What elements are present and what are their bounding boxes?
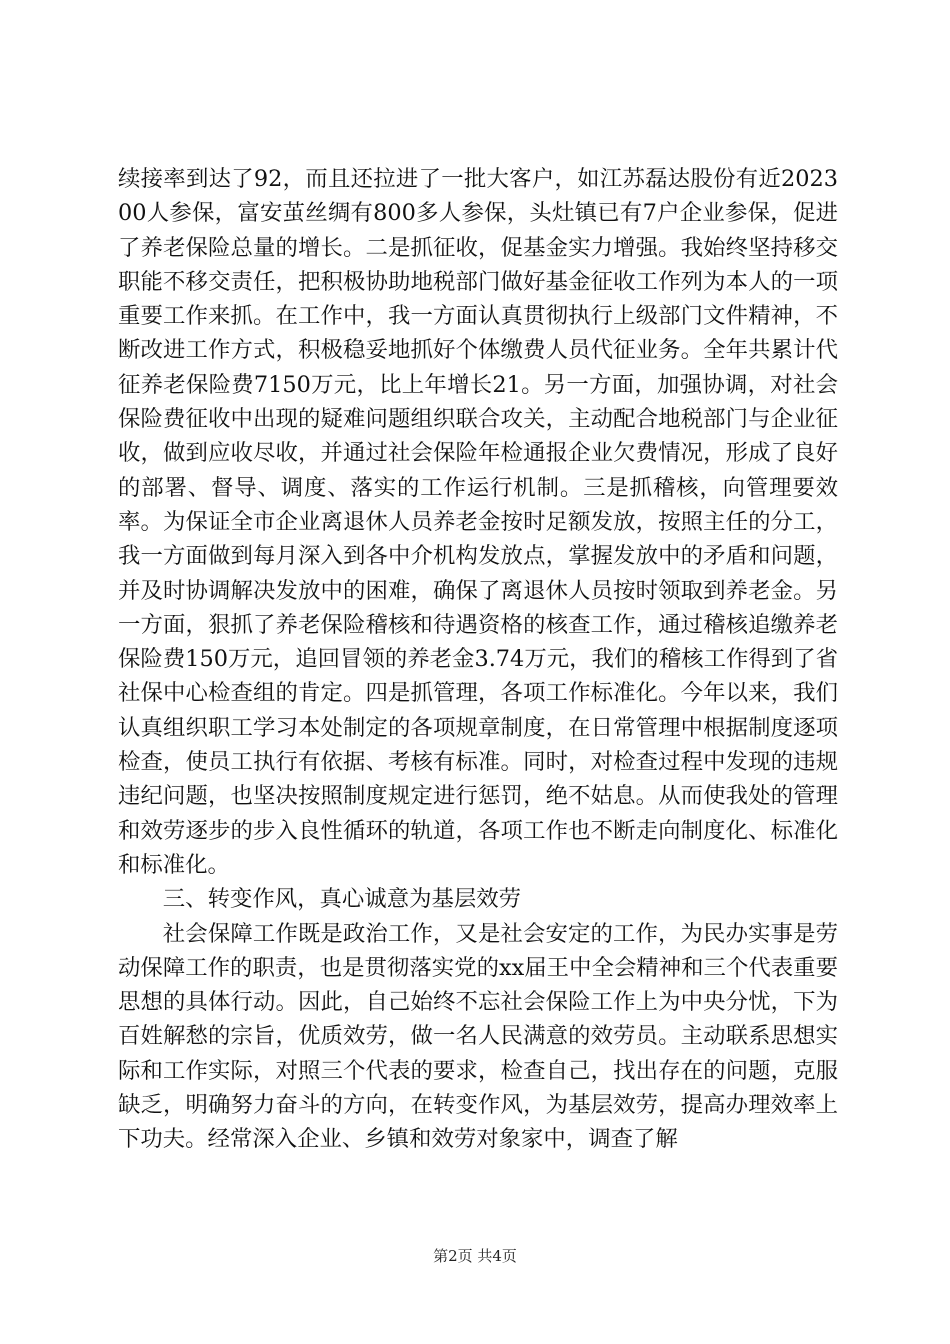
page-number-footer: 第2页 共4页: [433, 1247, 517, 1265]
paragraph-2: 社会保障工作既是政治工作，又是社会安定的工作，为民办实事是劳动保障工作的职责，也是贯彻落实党的xx届王中全会精神和三个代表重要思想的具体行动。因此，自己始终不忘社会保险工作上为中央分忧，下为百姓解愁的宗旨，优质效劳，做一名人民满意的效劳员。主动联系思想实际和工作实际，对照三个代表的要求，检查自己，找出存在的问题，克服缺乏，明确努力奋斗的方向，在转变作风，为基层效劳，提高办理效率上下功夫。经常深入企业、乡镇和效劳对象家中，调查了解: [118, 920, 838, 1153]
section-heading-3: 三、转变作风，真心诚意为基层效劳: [162, 886, 522, 913]
document-body: [118, 162, 838, 1157]
paragraph-1: 续接率到达了92，而且还拉进了一批大客户，如江苏磊达股份有近202300人参保，富安茧丝绸有800多人参保，头灶镇已有7户企业参保，促进了养老保险总量的增长。二是抓征收，促基金实力增强。我始终坚持移交职能不移交责任，把积极协助地税部门做好基金征收工作列为本人的一项重要工作来抓。在工作中，我一方面认真贯彻执行上级部门文件精神，不断改进工作方式，积极稳妥地抓好个体缴费人员代征业务。全年共累计代征养老保险费7150万元，比上年增长21。另一方面，加强协调，对社会保险费征收中出现的疑难问题组织联合攻关，主动配合地税部门与企业征收，做到应收尽收，并通过社会保险年检通报企业欠费情况，形成了良好的部署、督导、调度、落实的工作运行机制。三是抓稽核，向管理要效率。为保证全市企业离退休人员养老金按时足额发放，按照主任的分工，我一方面做到每月深入到各中介机构发放点，掌握发放中的矛盾和问题，并及时协调解决发放中的困难，确保了离退休人员按时领取到养老金。另一方面，狠抓了养老保险稽核和待遇资格的核查工作，通过稽核追缴养老保险费150万元，追回冒领的养老金3.74万元，我们的稽核工作得到了省社保中心检查组的肯定。四是抓管理，各项工作标准化。今年以来，我们认真组织职工学习本处制定的各项规章制度，在日常管理中根据制度逐项检查，使员工执行有依据、考核有标准。同时，对检查过程中发现的违规违纪问题，也坚决按照制度规定进行惩罚，绝不姑息。从而使我处的管理和效劳逐步的步入良性循环的轨道，各项工作也不断走向制度化、标准化和标准化。: [118, 166, 838, 878]
